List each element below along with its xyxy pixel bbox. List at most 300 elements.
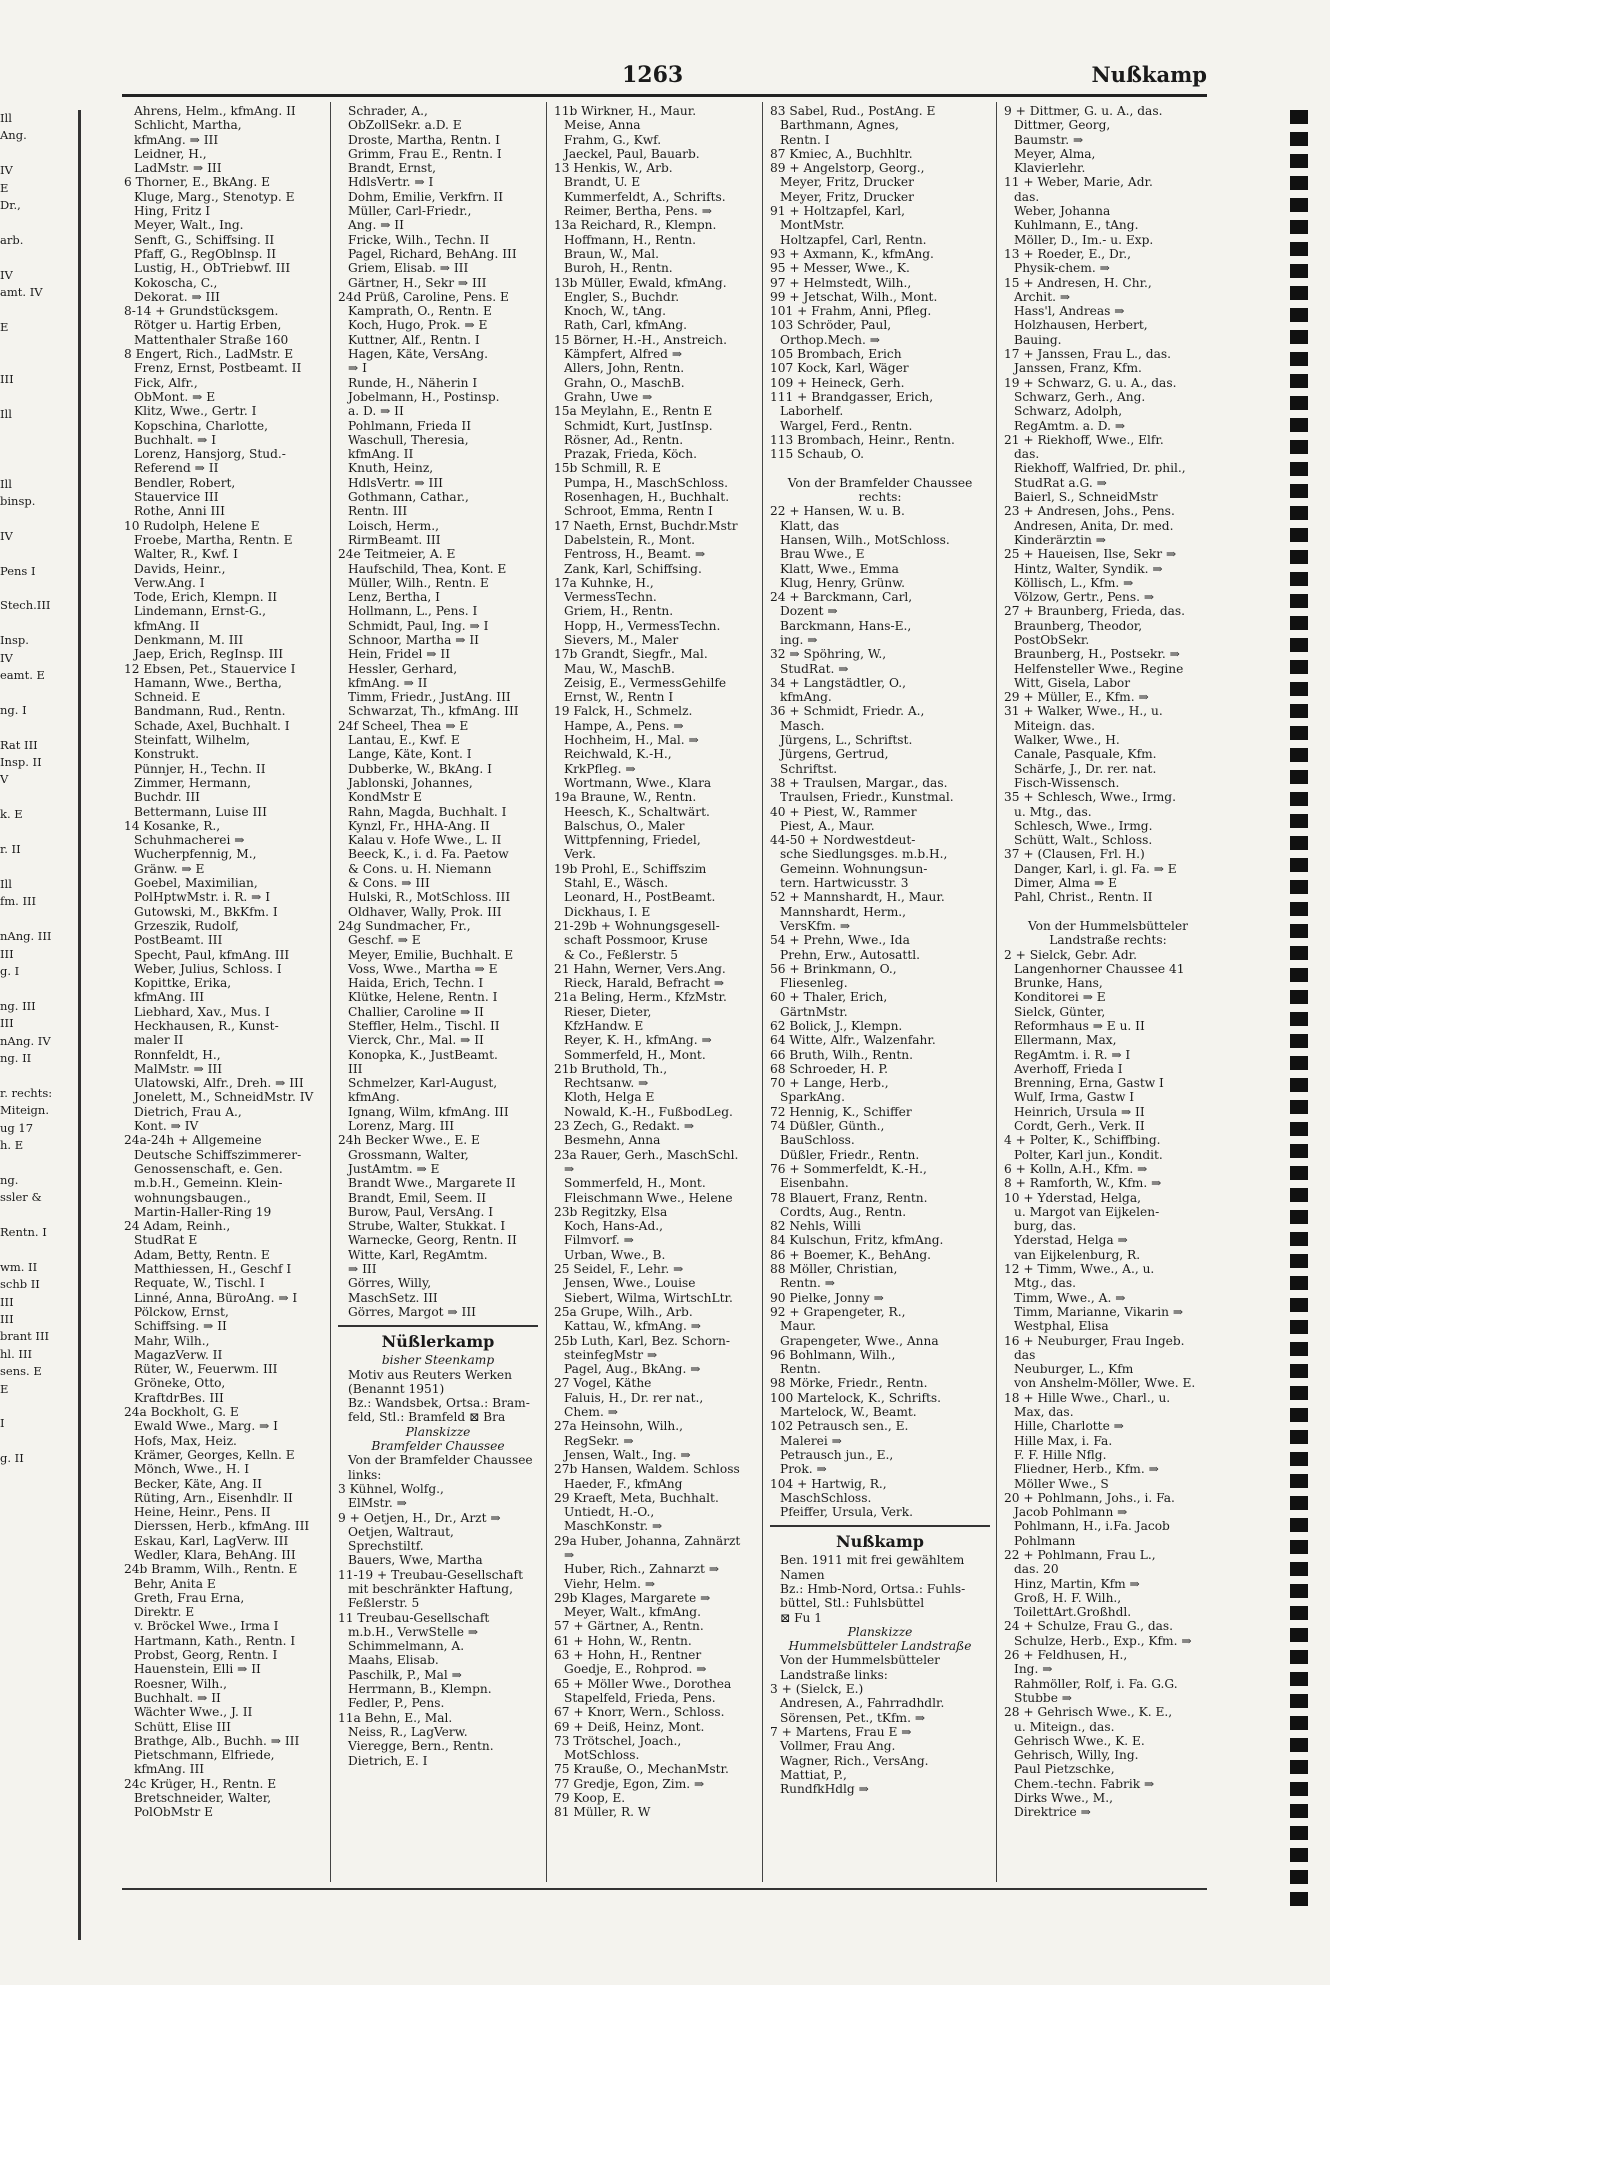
- directory-entry: Hansen, Wilh., MotSchloss.: [780, 532, 950, 547]
- directory-entry: Hofs, Max, Heiz.: [134, 1433, 237, 1448]
- margin-fragment: III: [0, 1294, 14, 1309]
- directory-entry: Namen: [780, 1567, 825, 1582]
- directory-entry: Urban, Wwe., B.: [564, 1247, 666, 1262]
- directory-entry: Greth, Frau Erna,: [134, 1590, 245, 1605]
- margin-fragment: [0, 423, 78, 440]
- directory-entry: Goedje, E., Rohprod. ⇒: [564, 1662, 707, 1677]
- directory-entry: feld, Stl.: Bramfeld ⊠ Bra: [348, 1410, 506, 1425]
- directory-entry: Fleischmann Wwe., Helene: [564, 1190, 733, 1205]
- directory-entry: Barckmann, Hans-E.,: [780, 618, 912, 633]
- directory-entry: 22 + Pohlmann, Frau L.,: [1004, 1547, 1156, 1562]
- directory-entry: Steinfatt, Wilhelm,: [134, 733, 251, 748]
- directory-entry: 62 Bolick, J., Klempn.: [770, 1019, 903, 1033]
- directory-entry: MontMstr.: [780, 218, 845, 233]
- directory-entry: Wittpfenning, Friedel,: [564, 833, 701, 848]
- directory-entry: Janssen, Franz, Kfm.: [1014, 361, 1142, 376]
- directory-entry: Ignang, Wilm, kfmAng. III: [348, 1104, 509, 1119]
- margin-fragment: h. E: [0, 1137, 24, 1152]
- directory-entry: a. D. ⇒ II: [348, 404, 404, 419]
- directory-entry: 72 Hennig, K., Schiffer: [770, 1104, 912, 1119]
- directory-entry: Bendler, Robert,: [134, 475, 236, 490]
- directory-entry: Schwarzat, Th., kfmAng. III: [348, 704, 519, 719]
- directory-entry: Köllisch, L., Kfm. ⇒: [1014, 575, 1134, 590]
- directory-entry: KfzHandw. E: [564, 1019, 644, 1033]
- directory-entry: MotSchloss.: [564, 1748, 640, 1763]
- directory-entry: Buchdr. III: [134, 790, 200, 805]
- directory-entry: Dozent ⇒: [780, 604, 838, 619]
- directory-entry: Kluge, Marg., Stenotyp. E: [134, 189, 295, 204]
- directory-entry: Feßlerstr. 5: [348, 1596, 420, 1611]
- directory-entry: Von der Hummelsbütteler: [780, 1653, 941, 1668]
- directory-entry: 11-19 + Treubau-Gesellschaft: [338, 1567, 523, 1582]
- directory-column-2: [338, 104, 538, 1894]
- directory-entry: Konditorei ⇒ E: [1014, 990, 1106, 1005]
- directory-entry: Liebhard, Xav., Mus. I: [134, 1004, 270, 1019]
- directory-entry: Rosenhagen, H., Buchhalt.: [564, 490, 730, 505]
- directory-entry: ToilettArt.Großhdl.: [1014, 1605, 1132, 1620]
- directory-column-3: [554, 104, 754, 1894]
- directory-entry: Klitz, Wwe., Gertr. I: [134, 404, 257, 419]
- directory-entry: von Anshelm-Möller, Wwe. E.: [1014, 1376, 1196, 1391]
- directory-entry: Untiedt, H.-O.,: [564, 1505, 655, 1520]
- directory-entry: KrkPfleg. ⇒: [564, 761, 636, 776]
- directory-entry: 10 + Yderstad, Helga,: [1004, 1190, 1142, 1205]
- directory-entry: Probst, Georg, Rentn. I: [134, 1648, 278, 1663]
- directory-entry: RegSekr. ⇒: [564, 1433, 634, 1448]
- directory-entry: Meyer, Fritz, Drucker: [780, 189, 914, 204]
- margin-fragment: brant III: [0, 1329, 50, 1344]
- directory-entry: Lange, Käte, Kont. I: [348, 747, 472, 762]
- directory-entry: Gothmann, Cathar.,: [348, 490, 469, 505]
- directory-entry: 6 + Kolln, A.H., Kfm. ⇒: [1004, 1161, 1148, 1176]
- directory-entry: 32 ⇒ Spöhring, W.,: [770, 647, 887, 662]
- directory-entry: Dietrich, Frau A.,: [134, 1104, 242, 1119]
- directory-entry: 8-14 + Grundstücksgem.: [124, 304, 279, 319]
- directory-entry: kfmAng. II: [134, 618, 200, 633]
- directory-entry: Jürgens, Gertrud,: [780, 747, 889, 762]
- directory-entry: Meyer, Walt., kfmAng.: [564, 1605, 701, 1620]
- directory-entry: Pahl, Christ., Rentn. II: [1014, 890, 1153, 905]
- directory-entry: Konopka, K., JustBeamt.: [348, 1047, 498, 1062]
- directory-entry: Ing. ⇒: [1014, 1662, 1053, 1677]
- directory-entry: Kloth, Helga E: [564, 1090, 655, 1105]
- directory-entry: Wortmann, Wwe., Klara: [564, 775, 712, 790]
- directory-entry: Dimer, Alma ⇒ E: [1014, 876, 1118, 891]
- directory-entry: Schiffsing. ⇒ II: [134, 1319, 227, 1334]
- street-note: bisher Steenkamp: [381, 1353, 495, 1368]
- directory-entry: Brathge, Alb., Buchh. ⇒ III: [134, 1733, 300, 1748]
- directory-entry: Froebe, Martha, Rentn. E: [134, 532, 293, 547]
- directory-entry: Pohlmann, Frieda II: [348, 418, 472, 433]
- margin-fragment: [0, 441, 78, 458]
- directory-entry: 27 + Braunberg, Frieda, das.: [1004, 604, 1186, 619]
- directory-entry: Kopschina, Charlotte,: [134, 418, 268, 433]
- directory-entry: Hoffmann, H., Rentn.: [564, 232, 697, 247]
- directory-entry: Dabelstein, R., Mont.: [564, 532, 696, 547]
- directory-entry: Ang. ⇒ II: [348, 218, 404, 233]
- directory-entry: 102 Petrausch sen., E.: [770, 1419, 909, 1434]
- margin-fragment: [0, 858, 78, 875]
- directory-entry: Fick, Alfr.,: [134, 375, 198, 390]
- margin-fragment: schb II: [0, 1277, 40, 1292]
- directory-entry: Kummerfeldt, A., Schrifts.: [564, 189, 726, 204]
- directory-entry: 89 + Angelstorp, Georg.,: [770, 161, 925, 176]
- directory-entry: Polter, Karl jun., Kondit.: [1014, 1147, 1163, 1162]
- directory-entry: Grossmann, Walter,: [348, 1147, 469, 1162]
- directory-entry: 3 + (Sielck, E.): [770, 1682, 864, 1697]
- directory-entry: 25 Seidel, F., Lehr. ⇒: [554, 1262, 684, 1277]
- margin-fragment: [0, 145, 78, 162]
- directory-entry: 17 + Janssen, Frau L., das.: [1004, 347, 1171, 362]
- directory-entry: 15a Meylahn, E., Rentn E: [554, 404, 713, 419]
- directory-entry: m.b.H., Gemeinn. Klein-: [134, 1176, 283, 1191]
- directory-entry: Dirks Wwe., M.,: [1014, 1791, 1114, 1806]
- directory-entry: Matthiessen, H., Geschf I: [134, 1262, 292, 1277]
- directory-entry: Dekorat. ⇒ III: [134, 289, 220, 304]
- directory-entry: Dittmer, Georg,: [1014, 118, 1111, 133]
- margin-fragment: Ill: [0, 476, 12, 491]
- directory-entry: 93 + Axmann, K., kfmAng.: [770, 246, 934, 261]
- directory-entry: Wargel, Ferd., Rentn.: [780, 418, 913, 433]
- directory-entry: Hauenstein, Elli ⇒ II: [134, 1662, 261, 1677]
- directory-entry: Oetjen, Waltraut,: [348, 1524, 454, 1539]
- directory-entry: III: [348, 1061, 363, 1076]
- directory-entry: das: [1014, 1347, 1036, 1362]
- directory-entry: Maur.: [780, 1319, 816, 1334]
- directory-entry: Filmvorf. ⇒: [564, 1233, 634, 1248]
- directory-entry: MaschSetz. III: [348, 1290, 438, 1305]
- directory-entry: Jobelmann, H., Postinsp.: [348, 389, 500, 404]
- directory-entry: 6 Thorner, E., BkAng. E: [124, 175, 271, 190]
- directory-entry: Reimer, Bertha, Pens. ⇒: [564, 204, 712, 219]
- directory-entry: Mattiat, P.,: [780, 1767, 847, 1782]
- thumb-index-marks: [1290, 110, 1308, 1910]
- directory-entry: 104 + Hartwig, R.,: [770, 1476, 887, 1491]
- directory-entry: Behr, Anita E: [134, 1576, 216, 1591]
- directory-entry: Vollmer, Frau Ang.: [780, 1739, 896, 1754]
- directory-entry: Adam, Betty, Rentn. E: [134, 1247, 270, 1262]
- directory-entry: Hopp, H., VermessTechn.: [564, 618, 721, 633]
- directory-entry: Gehrisch, Willy, Ing.: [1014, 1748, 1139, 1763]
- directory-entry: Schmelzer, Karl-August,: [348, 1076, 498, 1091]
- directory-entry: Weber, Johanna: [1014, 204, 1111, 219]
- directory-entry: MaschKonstr. ⇒: [564, 1519, 663, 1534]
- margin-fragment: IV: [0, 267, 13, 282]
- directory-entry: Baumstr. ⇒: [1014, 132, 1084, 147]
- margin-fragment: sens. E: [0, 1364, 42, 1379]
- directory-entry: 56 + Brinkmann, O.,: [770, 961, 897, 976]
- directory-entry: Kopittke, Erika,: [134, 976, 232, 991]
- directory-entry: Fricke, Wilh., Techn. II: [348, 232, 490, 247]
- directory-entry: Laborhelf.: [780, 404, 844, 419]
- directory-entry: Hein, Fridel ⇒ II: [348, 647, 451, 662]
- directory-entry: 12 + Timm, Wwe., A., u.: [1004, 1262, 1155, 1277]
- directory-entry: Vierck, Chr., Mal. ⇒ II: [348, 1033, 484, 1048]
- directory-entry: Prazak, Frieda, Köch.: [564, 447, 697, 462]
- directory-entry: 95 + Messer, Wwe., K.: [770, 261, 910, 276]
- previous-page-margin: [0, 110, 81, 1940]
- directory-entry: 19 + Schwarz, G. u. A., das.: [1004, 375, 1177, 390]
- margin-fragment: IV: [0, 650, 13, 665]
- directory-entry: 19a Braune, W., Rentn.: [554, 790, 697, 805]
- directory-entry: Brandt, U. E: [564, 175, 641, 190]
- directory-entry: 92 + Grapengeter, R.,: [770, 1304, 906, 1319]
- directory-entry: Neiss, R., LagVerw.: [348, 1724, 468, 1739]
- margin-fragment: E: [0, 180, 9, 195]
- directory-entry: Jacob Pohlmann ⇒: [1014, 1505, 1128, 1520]
- directory-entry: 105 Brombach, Erich: [770, 347, 902, 362]
- directory-entry: Yderstad, Helga ⇒: [1014, 1233, 1128, 1248]
- directory-entry: KraftdrBes. III: [134, 1390, 224, 1405]
- directory-entry: Davids, Heinr.,: [134, 561, 226, 576]
- directory-entry: Vieregge, Bern., Rentn.: [348, 1739, 494, 1754]
- directory-entry: Rahmöller, Rolf, i. Fa. G.G.: [1014, 1676, 1178, 1691]
- directory-entry: 78 Blauert, Franz, Rentn.: [770, 1190, 928, 1205]
- directory-entry: Petrausch jun., E.,: [780, 1447, 894, 1462]
- directory-entry: Mau, W., MaschB.: [564, 661, 675, 676]
- directory-entry: 29a Huber, Johanna, Zahnärzt: [554, 1533, 741, 1548]
- street-note: Hummelsbütteler Landstraße: [788, 1639, 972, 1654]
- directory-entry: Challier, Caroline ⇒ II: [348, 1004, 484, 1019]
- directory-entry: 21a Beling, Herm., KfzMstr.: [554, 990, 727, 1005]
- directory-entry: Meyer, Alma,: [1014, 146, 1096, 161]
- directory-entry: Dickhaus, I. E: [564, 904, 651, 919]
- directory-entry: Engler, S., Buchdr.: [564, 289, 680, 304]
- directory-entry: 107 Kock, Karl, Wäger: [770, 361, 909, 376]
- directory-entry: Piest, A., Maur.: [780, 818, 875, 833]
- directory-entry: sche Siedlungsges. m.b.H.,: [780, 847, 948, 862]
- directory-entry: Pietschmann, Elfriede,: [134, 1748, 275, 1763]
- directory-entry: RundfkHdlg ⇒: [780, 1782, 869, 1797]
- directory-entry: Steffler, Helm., Tischl. II: [348, 1019, 500, 1033]
- directory-entry: Brunke, Hans,: [1014, 976, 1103, 991]
- directory-entry: VersKfm. ⇒: [780, 918, 851, 933]
- directory-entry: Klavierlehr.: [1014, 161, 1086, 176]
- margin-fragment: I: [0, 1416, 5, 1431]
- directory-entry: 24d Prüß, Caroline, Pens. E: [338, 289, 509, 304]
- directory-entry: Oldhaver, Wally, Prok. III: [348, 904, 502, 919]
- directory-entry: 88 Möller, Christian,: [770, 1262, 898, 1277]
- directory-entry: (Benannt 1951): [348, 1381, 445, 1396]
- directory-entry: Ewald Wwe., Marg. ⇒ I: [134, 1419, 278, 1434]
- directory-entry: Dohm, Emilie, Verkfrn. II: [348, 189, 504, 204]
- directory-entry: Hagen, Käte, VersAng.: [348, 347, 489, 362]
- directory-entry: 24a Bockholt, G. E: [124, 1405, 239, 1420]
- section-label: Von der Bramfelder Chaussee: [787, 475, 973, 490]
- margin-fragment: E: [0, 319, 9, 334]
- directory-entry: 66 Bruth, Wilh., Rentn.: [770, 1047, 913, 1062]
- directory-entry: Referend ⇒ II: [134, 461, 219, 476]
- directory-entry: Holzhausen, Herbert,: [1014, 318, 1148, 333]
- directory-entry: Rieser, Dieter,: [564, 1004, 652, 1019]
- running-head: Nußkamp: [1091, 62, 1207, 87]
- directory-entry: Müller, Wilh., Rentn. E: [348, 575, 489, 590]
- margin-fragment: ng. II: [0, 1050, 32, 1065]
- directory-entry: Ernst, W., Rentn I: [564, 690, 674, 705]
- directory-entry: Hille Max, i. Fa.: [1014, 1433, 1113, 1448]
- directory-entry: 76 + Sommerfeldt, K.-H.,: [770, 1161, 927, 1176]
- directory-entry: 79 Koop, E.: [554, 1791, 626, 1806]
- directory-entry: Canale, Pasquale, Kfm.: [1014, 747, 1157, 762]
- margin-fragment: [0, 1154, 78, 1171]
- directory-entry: 29b Klages, Margarete ⇒: [554, 1590, 711, 1605]
- directory-entry: Sielck, Günter,: [1014, 1004, 1106, 1019]
- directory-entry: Schlicht, Martha,: [134, 118, 242, 133]
- column-divider: [330, 102, 331, 1882]
- directory-entry: 13 + Roeder, E., Dr.,: [1004, 246, 1131, 261]
- directory-entry: Specht, Paul, kfmAng. III: [134, 947, 290, 962]
- directory-entry: burg, das.: [1014, 1219, 1077, 1234]
- directory-entry: Braunberg, Theodor,: [1014, 618, 1143, 633]
- directory-entry: Holtzapfel, Carl, Rentn.: [780, 232, 927, 247]
- directory-entry: Meyer, Walt., Ing.: [134, 218, 244, 233]
- directory-entry: Fentross, H., Beamt. ⇒: [564, 547, 706, 562]
- directory-entry: Lindemann, Ernst-G.,: [134, 604, 267, 619]
- directory-entry: Rothe, Anni III: [134, 504, 225, 519]
- directory-entry: Strube, Walter, Stukkat. I: [348, 1219, 506, 1234]
- directory-entry: Masch.: [780, 718, 825, 733]
- margin-fragment: g. I: [0, 963, 20, 978]
- directory-entry: Konstrukt.: [134, 747, 199, 762]
- directory-entry: Stubbe ⇒: [1014, 1690, 1072, 1705]
- directory-entry: Baierl, S., SchneidMstr: [1014, 490, 1158, 505]
- directory-column-4: [770, 104, 990, 1894]
- margin-fragment: [0, 545, 78, 562]
- margin-fragment: E: [0, 1381, 9, 1396]
- directory-entry: KondMstr E: [348, 790, 422, 805]
- directory-entry: kfmAng. III: [134, 1762, 205, 1777]
- margin-fragment: ng. III: [0, 998, 36, 1013]
- directory-entry: kfmAng. II: [348, 447, 414, 462]
- directory-entry: Schimmelmann, A.: [348, 1639, 465, 1654]
- directory-entry: Kynzl, Fr., HHA-Ang. II: [348, 818, 490, 833]
- directory-entry: Müller, Carl-Friedr.,: [348, 204, 472, 219]
- directory-entry: Timm, Wwe., A. ⇒: [1014, 1290, 1126, 1305]
- directory-column-1: [124, 104, 322, 1894]
- directory-entry: Deutsche Schiffszimmerer-: [134, 1147, 302, 1162]
- margin-fragment: [0, 1207, 78, 1224]
- directory-entry: Kuttner, Alf., Rentn. I: [348, 332, 480, 347]
- directory-entry: Schroot, Emma, Rentn I: [564, 504, 713, 519]
- margin-fragment: [0, 1433, 78, 1450]
- directory-entry: 103 Schröder, Paul,: [770, 318, 892, 333]
- directory-entry: 28 + Gehrisch Wwe., K. E.,: [1004, 1705, 1173, 1720]
- margin-fragment: wm. II: [0, 1259, 38, 1274]
- directory-entry: 64 Witte, Alfr., Walzenfahr.: [770, 1033, 936, 1048]
- directory-entry: Rösner, Ad., Rentn.: [564, 432, 684, 447]
- directory-entry: 69 + Deiß, Heinz, Mont.: [554, 1719, 705, 1734]
- directory-entry: u. Miteign., das.: [1014, 1719, 1115, 1734]
- directory-entry: Verw.Ang. I: [134, 575, 205, 590]
- margin-fragment: ng. I: [0, 702, 27, 717]
- directory-entry: 27 Vogel, Käthe: [554, 1376, 652, 1391]
- directory-entry: 74 Düßler, Günth.,: [770, 1119, 885, 1134]
- directory-entry: RegAmtm. a. D. ⇒: [1014, 418, 1126, 433]
- directory-entry: Cordt, Gerh., Verk. II: [1014, 1119, 1145, 1134]
- directory-entry: 21b Bruthold, Th.,: [554, 1061, 668, 1076]
- directory-entry: MagazVerw. II: [134, 1347, 223, 1362]
- directory-entry: 24 + Barckmann, Carl,: [770, 590, 913, 605]
- directory-entry: Gärtner, H., Sekr ⇒ III: [348, 275, 487, 290]
- directory-entry: Waschull, Theresia,: [348, 432, 469, 447]
- directory-entry: Huber, Rich., Zahnarzt ⇒: [564, 1562, 720, 1577]
- directory-entry: Voss, Wwe., Martha ⇒ E: [348, 961, 498, 976]
- directory-entry: Gröneke, Otto,: [134, 1376, 226, 1391]
- directory-entry: & Cons. u. H. Niemann: [348, 861, 492, 876]
- directory-entry: tern. Hartwicusstr. 3: [780, 876, 909, 891]
- directory-entry: 21 + Riekhoff, Wwe., Elfr.: [1004, 432, 1164, 447]
- directory-entry: Rath, Carl, kfmAng.: [564, 318, 688, 333]
- directory-entry: Rentn. ⇒: [780, 1276, 835, 1291]
- directory-entry: Beeck, K., i. d. Fa. Paetow: [348, 847, 509, 862]
- directory-entry: 24 + Schulze, Frau G., das.: [1004, 1619, 1174, 1634]
- directory-entry: 70 + Lange, Herb.,: [770, 1076, 889, 1091]
- directory-entry: Schütt, Walt., Schloss.: [1014, 833, 1153, 848]
- directory-entry: kfmAng. ⇒ III: [134, 132, 219, 147]
- directory-entry: Walker, Wwe., H.: [1014, 733, 1120, 748]
- directory-entry: Groß, H. F. Wilh.,: [1014, 1590, 1122, 1605]
- margin-fragment: III: [0, 1312, 14, 1327]
- directory-entry: Prehn, Erw., Autosattl.: [780, 947, 920, 962]
- directory-entry: Stahl, E., Wäsch.: [564, 876, 669, 891]
- directory-entry: Danger, Karl, i. gl. Fa. ⇒ E: [1014, 861, 1177, 876]
- directory-entry: Pfaff, G., RegOblnsp. II: [134, 246, 277, 261]
- directory-entry: 14 Kosanke, R.,: [124, 818, 221, 833]
- section-label: rechts:: [858, 490, 902, 505]
- directory-entry: 36 + Schmidt, Friedr. A.,: [770, 704, 925, 719]
- margin-fragment: [0, 719, 78, 736]
- directory-entry: das. 20: [1014, 1562, 1059, 1577]
- directory-entry: Bretschneider, Walter,: [134, 1791, 272, 1806]
- directory-entry: 24b Bramm, Wilh., Rentn. E: [124, 1562, 298, 1577]
- directory-entry: 11 + Weber, Marie, Adr.: [1004, 175, 1153, 190]
- directory-entry: Rahn, Magda, Buchhalt. I: [348, 804, 507, 819]
- directory-entry: kfmAng. ⇒ II: [348, 675, 428, 690]
- directory-entry: 57 + Gärtner, A., Rentn.: [554, 1619, 704, 1634]
- directory-entry: 15b Schmill, R. E: [554, 461, 662, 476]
- margin-fragment: nAng. III: [0, 929, 52, 944]
- margin-fragment: Stech.III: [0, 598, 51, 613]
- directory-entry: MaschSchloss.: [780, 1490, 872, 1505]
- margin-fragment: Miteign.: [0, 1103, 49, 1118]
- directory-entry: 19 Falck, H., Schmelz.: [554, 704, 693, 719]
- directory-entry: Timm, Friedr., JustAng. III: [348, 690, 511, 705]
- directory-entry: PolObMstr E: [134, 1805, 213, 1820]
- margin-fragment: III: [0, 372, 14, 387]
- section-label: Landstraße rechts:: [1049, 933, 1167, 948]
- directory-entry: Wulf, Irma, Gastw I: [1014, 1090, 1135, 1105]
- directory-entry: Völzow, Gertr., Pens. ⇒: [1014, 590, 1155, 605]
- directory-entry: Ellermann, Max,: [1014, 1033, 1117, 1048]
- directory-entry: ObMont. ⇒ E: [134, 389, 216, 404]
- directory-entry: Pagel, Aug., BkAng. ⇒: [564, 1362, 701, 1377]
- directory-entry: 8 + Ramforth, W., Kfm. ⇒: [1004, 1176, 1162, 1191]
- directory-entry: Schnoor, Martha ⇒ II: [348, 632, 479, 647]
- directory-entry: Martelock, W., Beamt.: [780, 1405, 917, 1420]
- directory-entry: Sprechstiltf.: [348, 1539, 424, 1554]
- directory-entry: 97 + Helmstedt, Wilh.,: [770, 275, 912, 290]
- directory-entry: 11a Behn, E., Mal.: [338, 1710, 453, 1725]
- directory-entry: Eskau, Karl, LagVerw. III: [134, 1533, 289, 1548]
- directory-entry: Fliedner, Herb., Kfm. ⇒: [1014, 1462, 1159, 1477]
- directory-entry: schaft Possmoor, Kruse: [564, 933, 708, 948]
- directory-entry: ⊠ Fu 1: [780, 1610, 823, 1625]
- directory-entry: Stapelfeld, Frieda, Pens.: [564, 1690, 716, 1705]
- directory-entry: 52 + Mannshardt, H., Maur.: [770, 890, 945, 905]
- directory-entry: 98 Mörke, Friedr., Rentn.: [770, 1376, 928, 1391]
- directory-entry: Gemeinn. Wohnungsun-: [780, 861, 928, 876]
- margin-fragment: Insp.: [0, 633, 29, 648]
